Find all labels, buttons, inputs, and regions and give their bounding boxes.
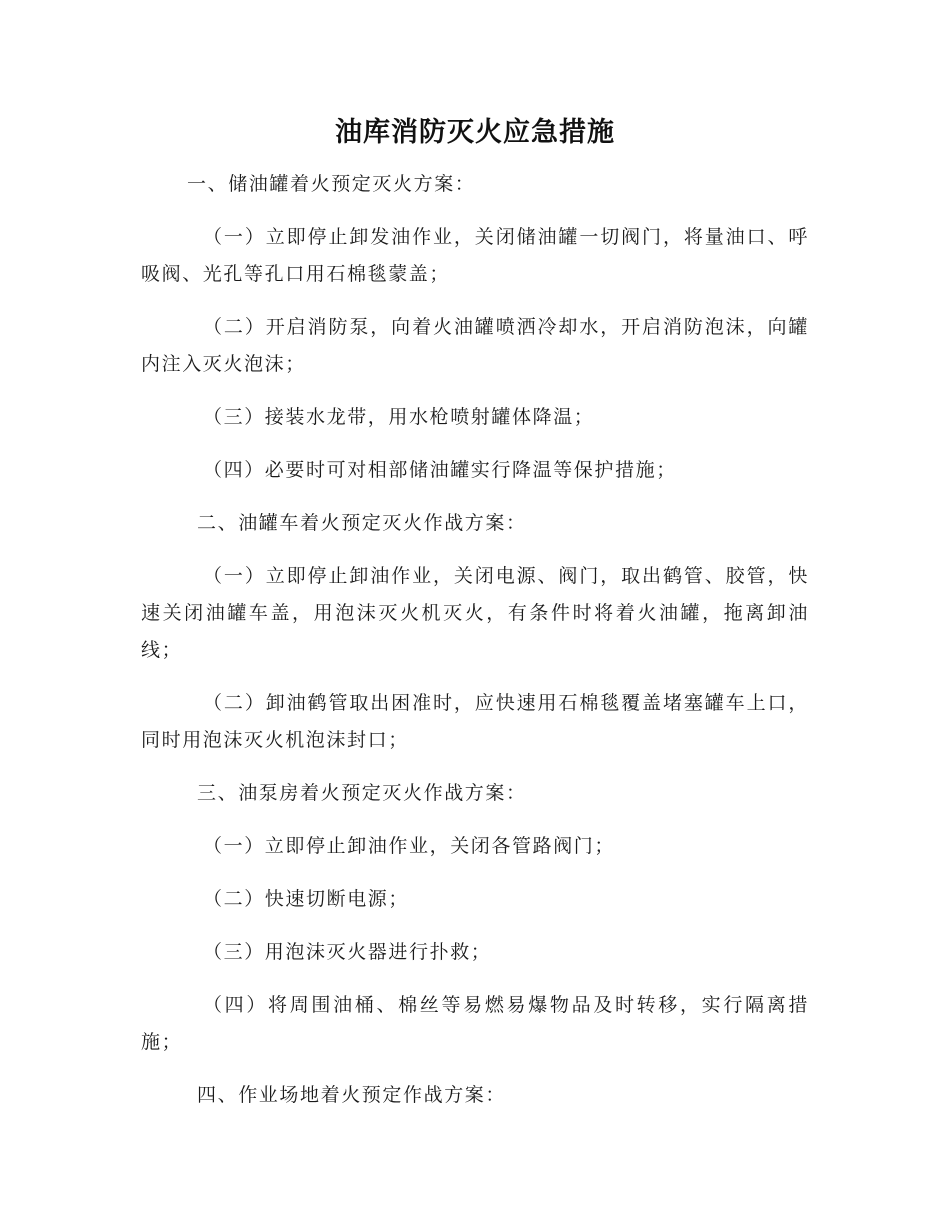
paragraph: （一）立即停止卸油作业，关闭电源、阀门，取出鹤管、胶管，快速关闭油罐车盖，用泡沫灭火机灭火，有条件时将着火油罐，拖离卸油线； bbox=[141, 565, 809, 661]
section-heading-4: 四、作业场地着火预定作战方案： bbox=[197, 1084, 507, 1106]
paragraph: （一）立即停止卸油作业，关闭各管路阀门； bbox=[203, 835, 616, 857]
paragraph: （二）开启消防泵，向着火油罐喷洒冷却水，开启消防泡沫，向罐内注入灭火泡沫； bbox=[141, 316, 809, 375]
paragraph: （四）必要时可对相部储油罐实行降温等保护措施； bbox=[203, 459, 677, 481]
document-title: 油库消防灭火应急措施 bbox=[335, 117, 615, 148]
section-heading-1: 一、储油罐着火预定灭火方案： bbox=[187, 173, 476, 195]
paragraph: （四）将周围油桶、棉丝等易燃易爆物品及时转移，实行隔离措施； bbox=[141, 994, 809, 1053]
paragraph: （三）用泡沫灭火器进行扑救； bbox=[203, 941, 492, 963]
paragraph: （三）接装水龙带，用水枪喷射罐体降温； bbox=[203, 406, 595, 428]
paragraph: （二）卸油鹤管取出困准时，应快速用石棉毯覆盖堵塞罐车上口，同时用泡沫灭火机泡沫封口； bbox=[141, 692, 809, 751]
paragraph: （一）立即停止卸发油作业，关闭储油罐一切阀门，将量油口、呼吸阀、光孔等孔口用石棉毯蒙盖； bbox=[141, 226, 809, 285]
paragraph: （二）快速切断电源； bbox=[203, 888, 410, 910]
section-heading-3: 三、油泵房着火预定灭火作战方案： bbox=[197, 782, 527, 804]
document-body bbox=[141, 166, 809, 1114]
section-heading-2: 二、油罐车着火预定灭火作战方案： bbox=[197, 512, 527, 534]
